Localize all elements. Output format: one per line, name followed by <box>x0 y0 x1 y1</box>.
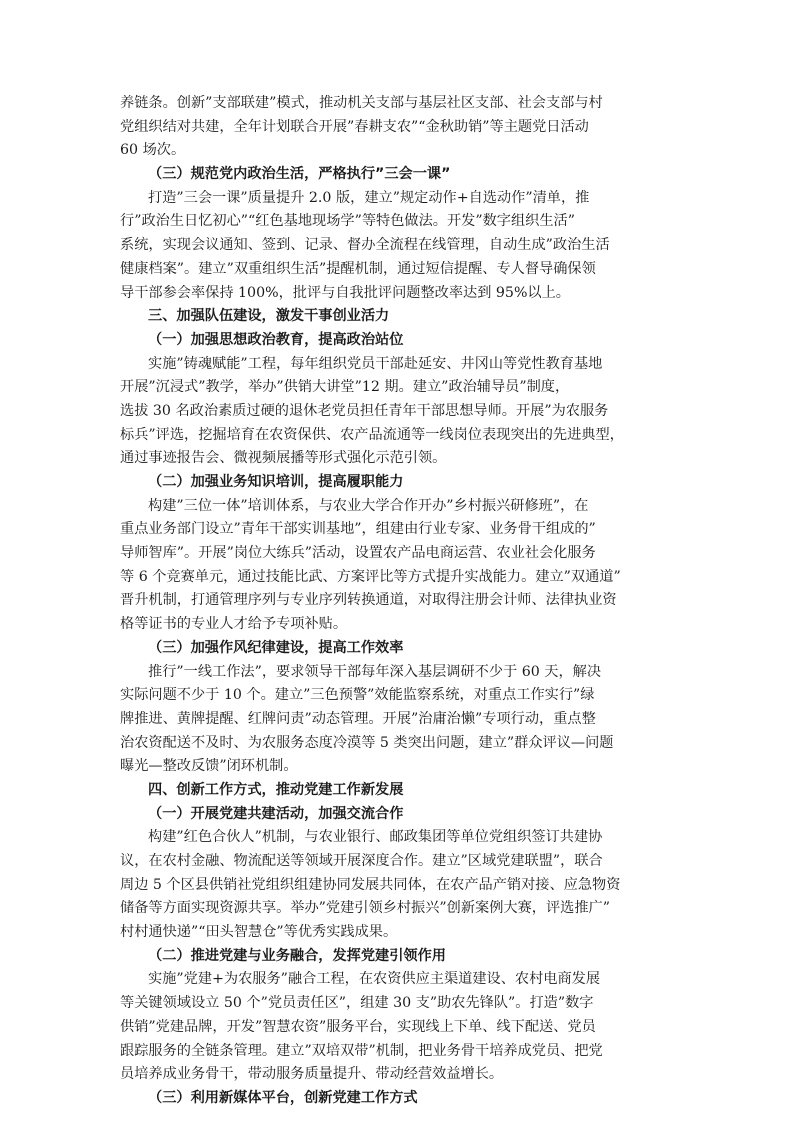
paragraph-line: 等 6 个竞赛单元，通过技能比武、方案评比等方式提升实战能力。建立”双通道” <box>120 568 621 585</box>
paragraph-line: 60 场次。 <box>120 142 186 159</box>
paragraph-line: 开展”沉浸式”教学，举办”供销大讲堂”12 期。建立”政治辅导员”制度， <box>120 379 570 396</box>
paragraph-line: 晋升机制，打通管理序列与专业序列转换通道，对取得注册会计师、法律执业资 <box>120 592 617 609</box>
paragraph-line: 实施”铸魂赋能”工程，每年组织党员干部赴延安、井冈山等党性教育基地 <box>148 355 603 372</box>
paragraph-line: 格等证书的专业人才给予专项补贴。 <box>120 616 348 633</box>
paragraph-line: 周边 5 个区县供销社党组织组建协同发展共同体，在农产品产销对接、应急物资 <box>120 876 621 893</box>
paragraph-line: 重点业务部门设立”青年干部实训基地”，组建由行业专家、业务骨干组成的” <box>120 521 596 538</box>
subsection-heading: （三）规范党内政治生活，严格执行”三会一课” <box>148 166 451 183</box>
paragraph-line: 系统，实现会议通知、签到、记录、督办全流程在线管理，自动生成”政治生活 <box>120 237 610 254</box>
paragraph <box>120 661 676 779</box>
paragraph-line: 村村通快递”“田头智慧仓”等优秀实践成果。 <box>120 924 398 941</box>
paragraph-line: 构建”红色合伙人”机制，与农业银行、邮政集团等单位党组织签订共建协 <box>148 829 603 846</box>
paragraph-line: 打造”三会一课”质量提升 2.0 版，建立”规定动作+自选动作”清单，推 <box>148 189 590 206</box>
paragraph-line: 等关键领域设立 50 个”党员责任区”，组建 30 支”助农先锋队”。打造”数字 <box>120 995 594 1012</box>
subsection-heading: （二）加强业务知识培训，提高履职能力 <box>148 474 404 490</box>
subsection-heading: （三）利用新媒体平台，创新党建工作方式 <box>148 1089 418 1106</box>
paragraph-line: 行”政治生日忆初心”“红色基地现场学”等特色做法。开发”数字组织生活” <box>120 213 575 230</box>
document-page <box>120 92 676 1106</box>
section-heading: 四、创新工作方式，推动党建工作新发展 <box>148 781 404 798</box>
paragraph-line: 实际问题不少于 10 个。建立”三色预警”效能监察系统，对重点工作实行”绿 <box>120 687 595 704</box>
paragraph <box>120 495 676 637</box>
paragraph-line: 导师智库”。开展”岗位大练兵”活动，设置农产品电商运营、农业社会化服务 <box>120 545 596 562</box>
paragraph <box>120 968 676 1086</box>
subsection-heading: （二）推进党建与业务融合，发挥党建引领作用 <box>148 947 446 964</box>
paragraph-line: 健康档案”。建立”双重组织生活”提醒机制，通过短信提醒、专人督导确保领 <box>120 260 596 277</box>
paragraph-line: 议，在农村金融、物流配送等领域开展深度合作。建立”区域党建联盟”，联合 <box>120 853 603 869</box>
paragraph-line: 选拔 30 名政治素质过硬的退休老党员担任青年干部思想导师。开展”为农服务 <box>120 402 609 419</box>
subsection-heading: （三）加强作风纪律建设，提高工作效率 <box>148 639 404 656</box>
paragraph-line: 导干部参会率保持 100%，批评与自我批评问题整改率达到 95%以上。 <box>120 284 570 301</box>
paragraph <box>120 826 676 944</box>
paragraph-line: 供销”党建品牌，开发”智慧农资”服务平台，实现线上下单、线下配送、党员 <box>120 1018 596 1035</box>
section-heading: 三、加强队伍建设，激发干事创业活力 <box>148 308 390 325</box>
paragraph-line: 养链条。创新”支部联建”模式，推动机关支部与基层社区支部、社会支部与村 <box>120 95 603 111</box>
paragraph-line: 标兵”评选，挖掘培育在农资保供、农产品流通等一线岗位表现突出的先进典型， <box>120 426 624 443</box>
paragraph <box>120 92 676 163</box>
paragraph-line: 跟踪服务的全链条管理。建立”双培双带”机制，把业务骨干培养成党员、把党 <box>120 1042 603 1059</box>
paragraph-line: 实施”党建+为农服务”融合工程，在农资供应主渠道建设、农村电商发展 <box>148 971 601 988</box>
paragraph-line: 储备等方面实现资源共享。举办”党建引领乡村振兴”创新案例大赛，评选推广” <box>120 900 610 917</box>
paragraph-line: 推行”一线工作法”，要求领导干部每年深入基层调研不少于 60 天，解决 <box>148 663 602 680</box>
paragraph-line: 治农资配送不及时、为农服务态度冷漠等 5 类突出问题，建立”群众评议—问题 <box>120 734 614 751</box>
paragraph-line: 构建”三位一体”培训体系，与农业大学合作开办”乡村振兴研修班”，在 <box>148 497 589 514</box>
paragraph-line: 党组织结对共建，全年计划联合开展”春耕支农”“金秋助销”等主题党日活动 <box>120 118 589 135</box>
subsection-heading: （一）加强思想政治教育，提高政治站位 <box>148 331 404 348</box>
paragraph-line: 员培养成业务骨干，带动服务质量提升、带动经营效益增长。 <box>120 1066 504 1083</box>
paragraph-line: 通过事迹报告会、微视频展播等形式强化示范引领。 <box>120 450 447 467</box>
paragraph <box>120 353 676 471</box>
paragraph <box>120 187 676 305</box>
paragraph-line: 牌推进、黄牌提醒、红牌问责”动态管理。开展”治庸治懒”专项行动，重点整 <box>120 710 596 727</box>
subsection-heading: （一）开展党建共建活动，加强交流合作 <box>148 805 404 822</box>
paragraph-line: 曝光—整改反馈”闭环机制。 <box>120 758 298 775</box>
